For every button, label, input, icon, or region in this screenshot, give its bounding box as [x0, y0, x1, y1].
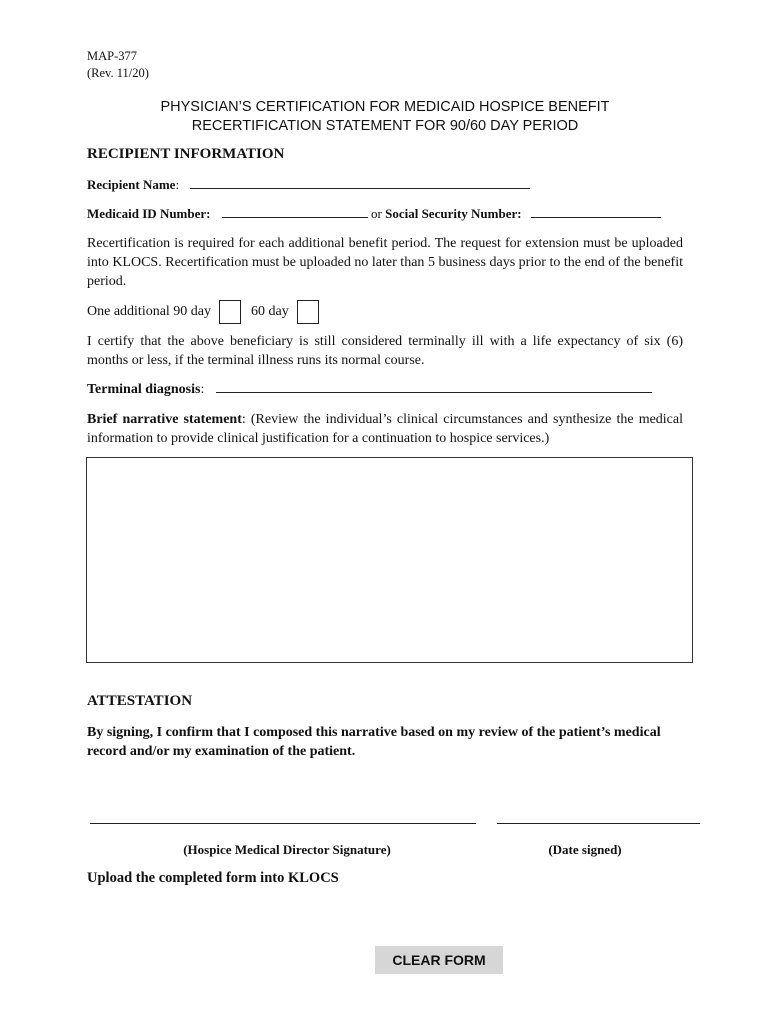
option-60-checkbox[interactable] — [297, 300, 319, 324]
form-title-line1: PHYSICIAN’S CERTIFICATION FOR MEDICAID HOSPICE BENEFIT — [160, 99, 610, 115]
recipient-name-label: Recipient Name — [87, 177, 176, 192]
director-signature-caption: (Hospice Medical Director Signature) — [183, 842, 391, 857]
director-signature-line[interactable] — [90, 823, 476, 824]
terminal-diagnosis-row: Terminal diagnosis: — [87, 380, 652, 398]
medicaid-id-row — [87, 205, 661, 222]
or-text: or — [371, 206, 382, 221]
form-title — [0, 98, 770, 136]
narrative-label: Brief narrative statement — [87, 412, 242, 427]
date-signed-line[interactable] — [497, 823, 700, 824]
form-revision: (Rev. 11/20) — [87, 66, 149, 80]
ssn-field[interactable] — [531, 205, 661, 218]
recipient-name-row: Recipient Name: — [87, 176, 530, 193]
medicaid-id-label: Medicaid ID Number: — [87, 206, 211, 221]
clear-form-button[interactable]: CLEAR FORM — [375, 946, 503, 974]
recipient-name-field[interactable] — [190, 176, 530, 189]
period-options — [87, 300, 329, 324]
form-number: MAP-377 — [87, 49, 138, 63]
medicaid-id-field[interactable] — [222, 205, 368, 218]
option-90-label: One additional 90 day — [87, 304, 212, 319]
form-title-line2: RECERTIFICATION STATEMENT FOR 90/60 DAY PERIOD — [191, 118, 579, 134]
terminal-diagnosis-field[interactable] — [216, 380, 652, 393]
ssn-label: Social Security Number: — [385, 206, 522, 221]
narrative-instructions — [87, 410, 683, 448]
recipient-info-heading: RECIPIENT INFORMATION — [87, 146, 285, 162]
form-identifier — [87, 48, 149, 82]
narrative-textarea[interactable] — [87, 458, 692, 662]
attestation-heading: ATTESTATION — [87, 693, 193, 709]
upload-instruction: Upload the completed form into KLOCS — [87, 870, 339, 886]
date-signed-caption: (Date signed) — [548, 842, 622, 857]
option-60-label: 60 day — [251, 304, 289, 319]
narrative-instruction-text: : (Review the individual’s clinical circumstances and synthesize the medical information to provide clinical justification for a continuation to hospice services.) — [87, 412, 683, 446]
certification-paragraph: I certify that the above beneficiary is still considered terminally ill with a life expectancy of six (6) months or less, if the terminal illness runs its normal course. — [87, 334, 683, 368]
option-90-checkbox[interactable] — [219, 300, 241, 324]
attestation-statement: By signing, I confirm that I composed this narrative based on my review of the patient’s medical record and/or my examination of the patient. — [87, 725, 661, 759]
narrative-box[interactable] — [86, 457, 693, 663]
terminal-diagnosis-label: Terminal diagnosis — [87, 382, 201, 397]
recertification-paragraph: Recertification is required for each additional benefit period. The request for extension must be uploaded into KLOCS. Recertification must be uploaded no later than 5 business days prior to the end of the benefit period. — [87, 236, 683, 289]
